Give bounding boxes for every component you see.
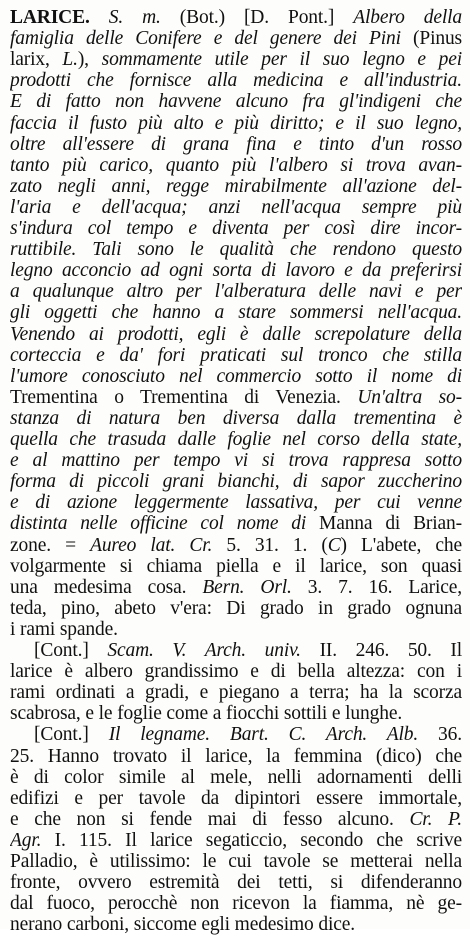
text-run: II. 246. 50. Il [300,640,462,661]
text-run: e che non si fende mai di fesso alcuno. [10,808,410,830]
text-run: [Cont.] [34,724,109,746]
italic-text-run: zato negli anni, regge mirabilmente all'azione del- [10,175,462,197]
italic-text-run: quella che trasuda dalle foglie nel corso della state, [10,429,462,450]
italic-text-run: famiglia delle Conifere e del genere dei Pini [10,28,414,50]
italic-text-run: l'umore conosciuto nel commercio sotto il nome di [10,365,462,387]
text-run: 25. Hanno trovato il larice, la femmina (dico) che [10,745,462,767]
text-run: larice è albero grandissimo e di bella altezza: con i [10,661,462,683]
text-run: Trementina o Trementina di Venezia. [10,386,358,408]
text-run: una medesima cosa. [10,576,203,598]
italic-text-run: distinta nelle officine col nome di [10,513,320,535]
italic-text-run: corteccia e da' fori praticati sul tronco che stilla [10,344,462,366]
italic-text-run: sommamente utile per il suo legno e pei [101,49,462,71]
italic-text-run: Il legname. Bart. C. Arch. Alb. [108,724,419,746]
text-run: edifizi e per tavole da dipintori essere immortale, [10,787,462,809]
italic-text-run: faccia il fusto più alto e più diritto; e il suo legno, [10,112,462,134]
italic-text-run: a qualunque altro per l'alberatura delle navi e per [10,281,462,303]
headword: LARICE. [10,7,109,28]
text-run: è di color simile al mele, nelli adornamenti delli [10,766,462,788]
text-run: [Cont.] [34,640,108,661]
text-run: Manna di Brian- [319,513,462,535]
italic-text-run: stanza di natura ben diversa dalla trementina è [10,407,462,429]
italic-text-run: e al mattino per tempo vi si trova rappresa sotto [10,450,462,472]
italic-text-run: Un'altra so- [357,386,462,408]
italic-text-run: S. m. [108,7,180,28]
italic-text-run: l'aria e dell'acqua; anzi nell'acqua sempre più [10,196,462,218]
italic-text-run: Scam. V. Arch. univ. [107,640,301,661]
italic-text-run: s'indura col tempo e diventa per così dire incor- [10,218,462,239]
text-run: scabrosa, e le foglie come a fiocchi sottili e lunghe. [10,703,403,725]
italic-text-run: prodotti che fornisce alla medicina e all'industria. [10,70,462,92]
text-run: dal fuoco, perocchè non ricevon la fiamma, nè ge- [10,893,462,915]
italic-text-run: C [327,534,341,556]
italic-text-run: forma di piccoli grani bianchi, di sapor zuccherino [10,471,462,493]
text-run: 5. 31. 1. ( [212,534,328,556]
italic-text-run: Agr. [10,829,42,851]
italic-text-run: legno acconcio ad ogni sorta di lavoro e da preferirsi [10,260,462,282]
italic-text-run: oltre all'essere di grana fina e tinto d'un rosso [10,133,462,155]
italic-text-run: Venendo ai prodotti, egli è dalle screpolature della [10,323,462,345]
italic-text-run: ruttibile. Tali sono le qualità che rendono questo [10,239,462,261]
text-run: Palladio, è utilissimo: le cui tavole se metterai nella [10,851,462,872]
italic-text-run: Bern. Orl. [202,576,292,598]
italic-text-run: Albero della [353,7,462,28]
text-run: i rami spande. [10,618,118,640]
text-run: 36. [418,724,462,746]
italic-text-run: Aureo lat. Cr. [90,534,213,556]
text-run: ), [77,49,102,71]
text-run: zone. = [10,534,91,556]
text-line [10,913,462,937]
text-run: volgarmente si chiama piella e il larice, son quasi [10,555,462,577]
italic-text-run: Cr. P. [409,808,462,830]
text-run: I. 115. Il larice segaticcio, secondo che scrive [41,829,462,851]
text-run: larix, [10,49,63,71]
text-run: nerano carboni, siccome egli medesimo dice. [10,914,355,936]
text-run: teda, pino, abeto v'era: Di grado in grado ognuna [10,597,462,619]
text-run: rami ordinati a gradi, e piegano a terra; ha la scorza [10,682,462,704]
text-run: ) L'abete, che [340,534,462,556]
italic-text-run: e di azione leggermente lassativa, per cui venne [10,492,462,514]
italic-text-run: E di fatto non havvene alcuno fra gl'indigeni che [10,91,462,113]
text-run: (Bot.) [D. Pont.] [179,7,354,28]
italic-text-run: L. [62,49,78,71]
text-run: (Pinus [413,28,462,50]
italic-text-run: tanto più carico, quanto più l'albero si trova avan- [10,154,462,176]
italic-text-run: gli oggetti che hanno a stare sommersi nell'acqua. [10,302,462,324]
text-run: fronte, ovvero estremità dei tetti, si difenderanno [10,872,462,894]
text-run: 3. 7. 16. Larice, [291,576,462,598]
